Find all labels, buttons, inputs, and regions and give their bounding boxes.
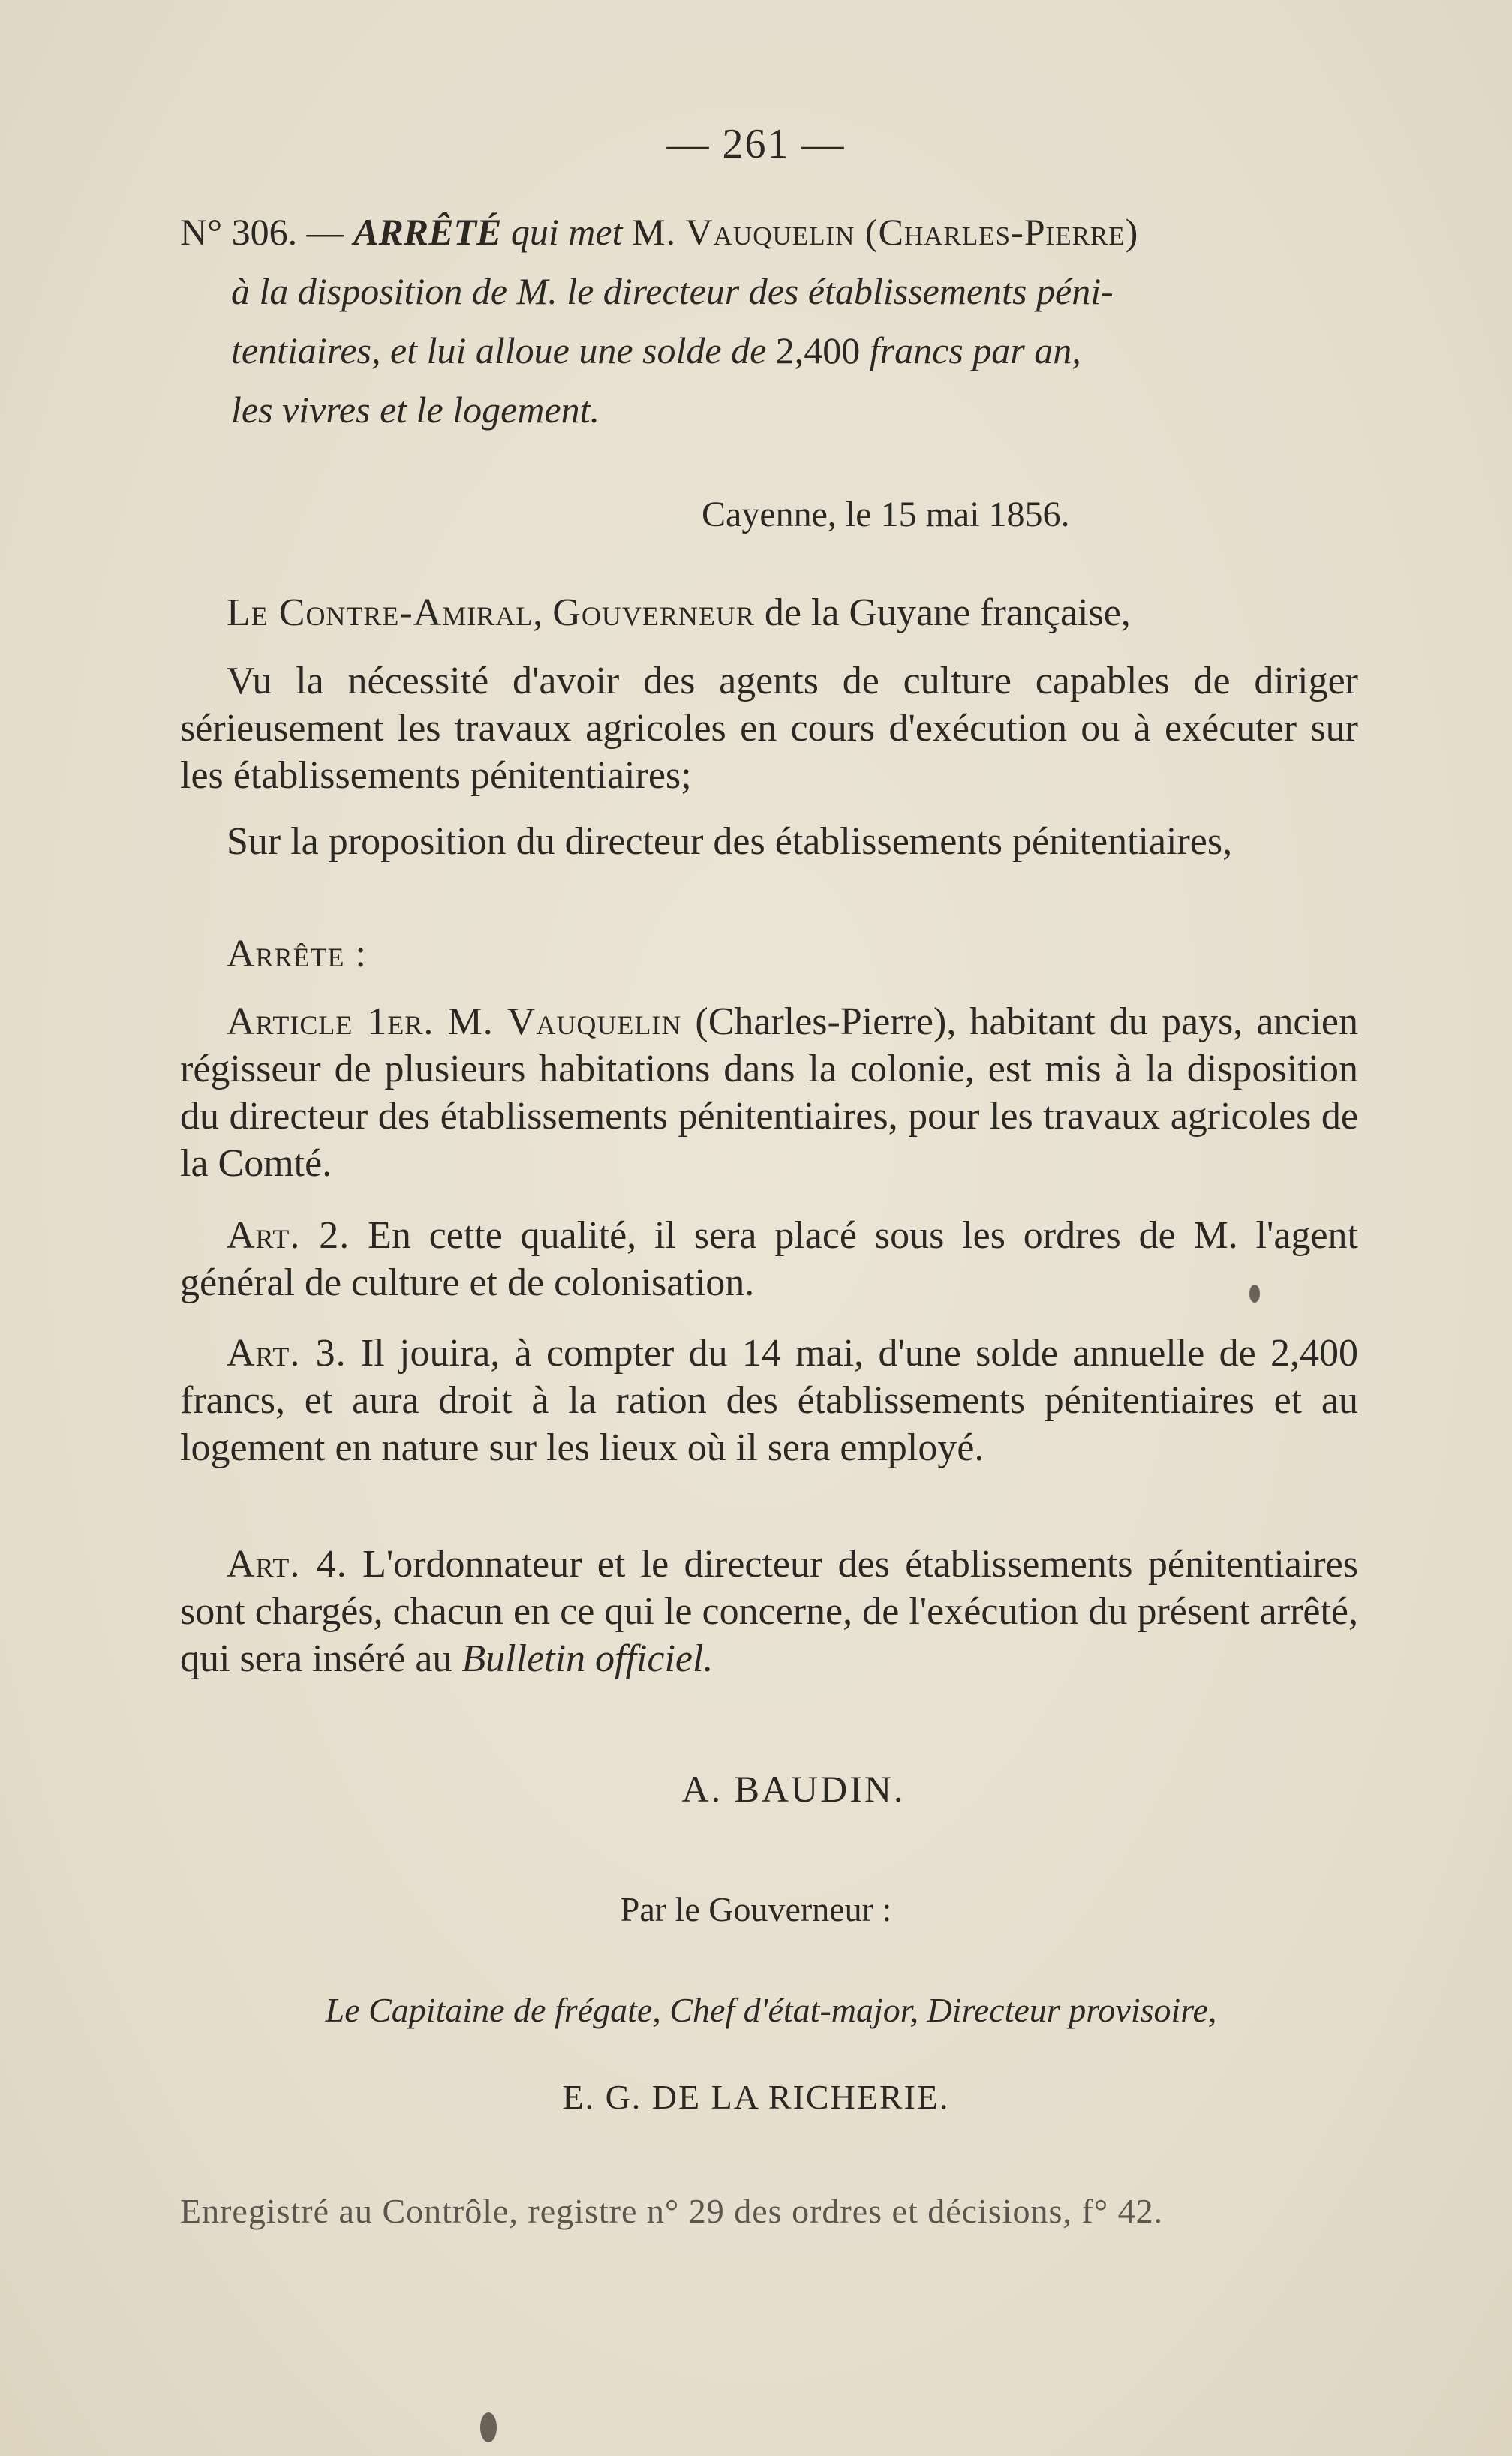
intro-paragraph: [180, 589, 1358, 636]
article-1-text: (Charles-Pierre), habitant du pays, ancien régisseur de plusieurs habitations dans la colonie, est mis à la disposition du directeur des établissements pénitentiaires, pour les travaux agricoles de la Comté.: [180, 1000, 1359, 1185]
decree-title: [180, 203, 1358, 440]
decree-title-line4: les vivres et le logement.: [231, 389, 600, 431]
article-2-label: Art. 2.: [227, 1214, 350, 1257]
decree-title-line2: à la disposition de M. le directeur des établissements péni-: [231, 270, 1114, 312]
decree-title-word: ARRÊTÉ: [353, 211, 502, 253]
signature-name: A. BAUDIN.: [681, 1768, 906, 1810]
decree-person: M. Vauquelin (Charles-Pierre): [632, 211, 1139, 253]
decree-title-line3a: tentiaires, et lui alloue une solde de: [231, 329, 767, 371]
article-4-text: L'ordonnateur et le directeur des établissements pénitentiaires sont chargés, chacun en ce qui le concerne, de l'exécution du présent arrêté, qui sera inséré au: [180, 1543, 1358, 1680]
article-3-label: Art. 3.: [227, 1332, 347, 1375]
article-2: [180, 1212, 1358, 1306]
intro-rest: de la Guyane française,: [764, 591, 1131, 634]
intro-title: Gouverneur: [552, 591, 755, 634]
ink-speck: [1249, 1285, 1260, 1303]
registration-footer: Enregistré au Contrôle, registre n° 29 des ordres et décisions, f° 42.: [180, 2192, 1164, 2230]
decree-title-rest: qui met: [510, 211, 623, 253]
article-2-text: En cette qualité, il sera placé sous les ordres de M. l'agent général de culture et de colonisation.: [180, 1214, 1358, 1304]
page-number: — 261 —: [666, 121, 846, 167]
considerant-1: Vu la nécessité d'avoir des agents de culture capables de diriger sérieusement les travaux agricoles en cours d'exécution ou à exécuter sur les établissements pénitentiaires;: [180, 660, 1358, 797]
decree-dash: —: [306, 211, 344, 253]
signature-name-2: E. G. DE LA RICHERIE.: [562, 2078, 950, 2116]
article-1-name: M. Vauquelin: [447, 1000, 682, 1043]
article-3-text: Il jouira, à compter du 14 mai, d'une solde annuelle de 2,400 francs, et aura droit à la ration des établissements pénitentiaires et au logement en nature sur les lieux où il sera employé.: [180, 1332, 1358, 1469]
signature-par: Par le Gouverneur :: [620, 1890, 892, 1928]
article-1: [180, 998, 1358, 1187]
article-4-label: Art. 4.: [227, 1543, 347, 1586]
article-4-bulletin: Bulletin officiel.: [461, 1637, 714, 1680]
decree-number: N° 306.: [180, 211, 298, 253]
signature-role: Le Capitaine de frégate, Chef d'état-major, Directeur provisoire,: [325, 1991, 1217, 2029]
decree-amount: 2,400: [775, 329, 861, 371]
article-4: [180, 1541, 1358, 1682]
article-3: [180, 1330, 1358, 1471]
considerant-2: Sur la proposition du directeur des établissements pénitentiaires,: [227, 820, 1233, 863]
decree-title-line3b: francs par an,: [869, 329, 1081, 371]
date-line: Cayenne, le 15 mai 1856.: [702, 495, 1070, 534]
article-1-label: Article 1er.: [227, 1000, 434, 1043]
intro-comma: ,: [533, 591, 543, 634]
intro-rank: Le Contre-Amiral: [227, 591, 534, 634]
arrete-heading: Arrête :: [227, 933, 367, 975]
ink-speck: [480, 2412, 497, 2442]
